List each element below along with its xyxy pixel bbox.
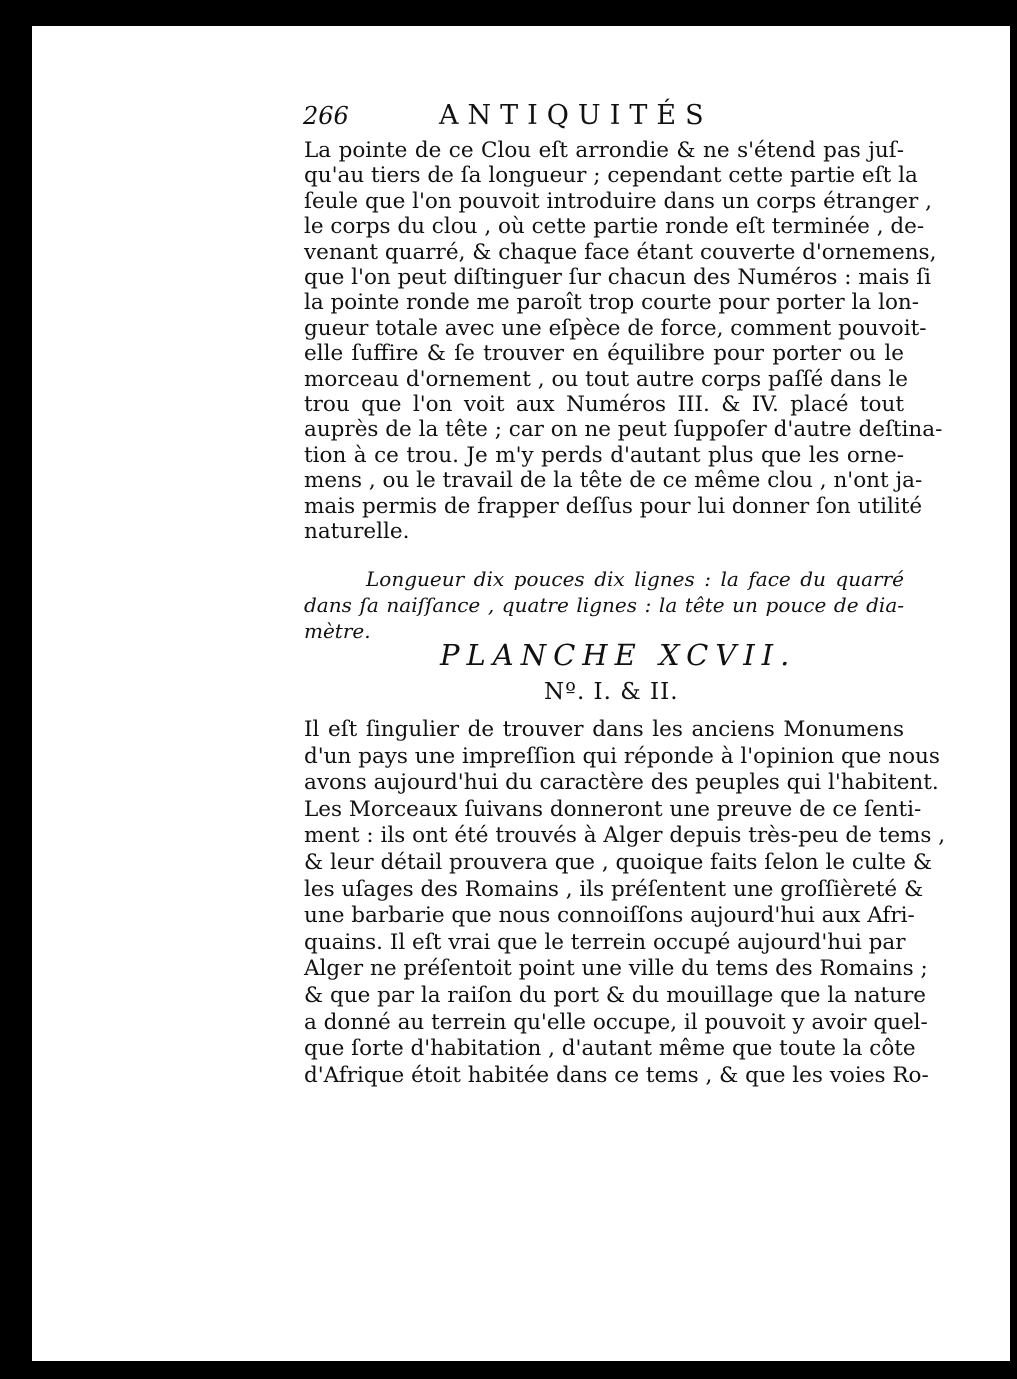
- text-line: d'Afrique étoit habitée dans ce tems , & que les voies Ro-: [304, 1062, 929, 1088]
- paragraph-clou: [304, 138, 943, 545]
- text-line: que l'on peut diſtinguer ſur chacun des Numéros : mais ſi: [304, 265, 932, 291]
- measurements-note: [304, 566, 904, 644]
- text-line: une barbarie que nous connoiſſons aujourd'hui aux Afri-: [304, 903, 915, 929]
- text-line: La pointe de ce Clou eſt arrondie & ne s'étend pas juſ-: [304, 138, 904, 163]
- running-head: ANTIQUITÉS: [439, 100, 713, 131]
- text-line: mais permis de frapper deſſus pour lui donner ſon utilité: [304, 493, 923, 519]
- text-line: trou que l'on voit aux Numéros III. & IV. placé tout: [304, 392, 904, 418]
- text-line: le corps du clou , où cette partie ronde eſt terminée , de-: [304, 214, 925, 240]
- text-line: naturelle.: [304, 519, 410, 545]
- text-line: avons aujourd'hui du caractère des peuples qui l'habitent.: [304, 770, 939, 796]
- text-line: tion à ce trou. Je m'y perds d'autant plus que les orne-: [304, 442, 904, 468]
- text-line: dans ſa naiſſance , quatre lignes : la tête un pouce de dia-: [304, 593, 904, 617]
- plate-subheading: Nº. I. & II.: [544, 679, 679, 705]
- text-line: a donné au terrein qu'elle occupe, il pouvoit y avoir quel-: [304, 1009, 928, 1035]
- text-line: qu'au tiers de ſa longueur ; cependant cette partie eſt la: [304, 163, 918, 189]
- text-line: auprès de la tête ; car on ne peut ſuppoſer d'autre deſtina-: [304, 417, 943, 443]
- text-line: venant quarré, & chaque face étant couverte d'ornemens,: [304, 239, 937, 265]
- text-line: mens , ou le travail de la tête de ce même clou , n'ont ja-: [304, 468, 923, 494]
- text-line: ment : ils ont été trouvés à Alger depuis très-peu de tems ,: [304, 823, 946, 849]
- text-line: Les Morceaux ſuivans donneront une preuve de ce ſenti-: [304, 796, 922, 822]
- text-line: Longueur dix pouces dix lignes : la face du quarré: [366, 567, 904, 591]
- text-line: & leur détail prouvera que , quoique faits ſelon le culte &: [304, 849, 933, 875]
- page-header: [303, 100, 793, 140]
- plate-heading: PLANCHE XCVII.: [440, 638, 797, 672]
- text-line: Il eſt ſingulier de trouver dans les anciens Monumens: [304, 717, 904, 742]
- page-number: 266: [303, 102, 349, 130]
- paragraph-alger: [304, 717, 946, 1089]
- text-line: gueur totale avec une eſpèce de force, comment pouvoit-: [304, 315, 927, 341]
- text-line: d'un pays une impreſſion qui réponde à l'opinion que nous: [304, 743, 940, 769]
- text-line: quains. Il eſt vrai que le terrein occupé aujourd'hui par: [304, 929, 906, 955]
- text-line: ſeule que l'on pouvoit introduire dans un corps étranger ,: [304, 188, 932, 214]
- text-line: & que par la raiſon du port & du mouillage que la nature: [304, 982, 927, 1008]
- text-line: que ſorte d'habitation , d'autant même que toute la côte: [304, 1036, 916, 1062]
- text-line: morceau d'ornement , ou tout autre corps paſſé dans le: [304, 366, 908, 392]
- text-line: Alger ne préſentoit point une ville du tems des Romains ;: [304, 956, 928, 982]
- text-line: la pointe ronde me paroît trop courte pour porter la lon-: [304, 290, 919, 316]
- text-line: elle ſuffire & ſe trouver en équilibre pour porter ou le: [304, 341, 904, 367]
- text-line: mètre.: [304, 619, 371, 643]
- text-line: les uſages des Romains , ils préſentent une groſſièreté &: [304, 876, 924, 902]
